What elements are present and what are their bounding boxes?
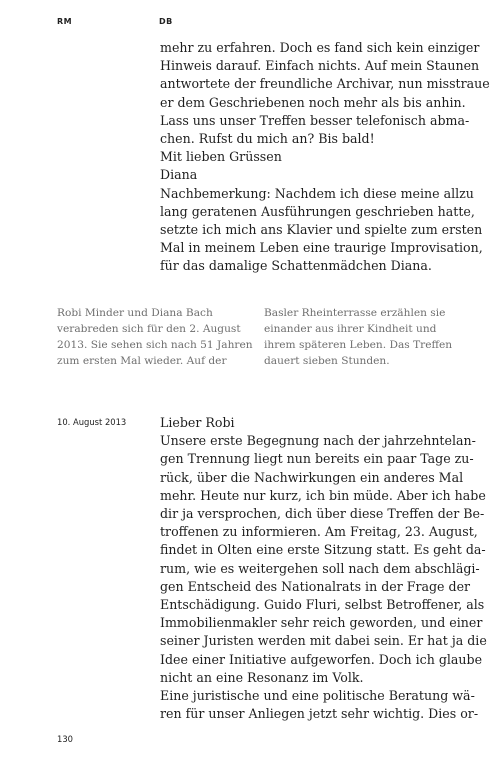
letter-text-continued xyxy=(160,39,490,276)
text-line: Mit lieben Grüssen xyxy=(160,149,282,165)
caption-line: dauert sieben Stunden. xyxy=(264,355,390,367)
text-line: Unsere erste Begegnung nach der jahrzehntelan- xyxy=(160,433,476,449)
caption-line: verabreden sich für den 2. August xyxy=(57,323,241,335)
text-line: Entschädigung. Guido Fluri, selbst Betroffener, als xyxy=(160,597,485,613)
text-line: troffenen zu informieren. Am Freitag, 23. August, xyxy=(160,524,478,540)
text-line: Mal in meinem Leben eine traurige Improvisation, xyxy=(160,240,483,256)
text-line: Eine juristische und eine politische Beratung wä- xyxy=(160,688,475,704)
text-line: rum, wie es weitergehen soll nach dem abschlägi- xyxy=(160,560,480,576)
caption-line: 2013. Sie sehen sich nach 51 Jahren xyxy=(57,339,253,351)
text-line: für das damalige Schattenmädchen Diana. xyxy=(160,258,432,274)
running-header-left: RM xyxy=(57,17,73,26)
text-line: lang geratenen Ausführungen geschrieben hatte, xyxy=(160,203,475,219)
text-line: mehr zu erfahren. Doch es fand sich kein einziger xyxy=(160,40,480,55)
text-line: gen Trennung liegt nun bereits ein paar Tage zu- xyxy=(160,451,474,467)
caption-line: einander aus ihrer Kindheit und xyxy=(264,323,437,335)
text-line: Idee einer Initiative aufgeworfen. Doch ich glaube xyxy=(160,651,483,667)
text-line: findet in Olten eine erste Sitzung statt. Es geht da- xyxy=(160,542,486,558)
text-line: antwortete der freundliche Archivar, nun misstraue xyxy=(160,76,490,92)
caption-line: ihrem späteren Leben. Das Treffen xyxy=(264,339,453,351)
text-line: ren für unser Anliegen jetzt sehr wichtig. Dies or- xyxy=(160,706,479,722)
text-line: dir ja versprochen, dich über diese Treffen der Be- xyxy=(160,506,485,522)
text-line: gen Entscheid des Nationalrats in der Frage der xyxy=(160,578,471,594)
caption-left-column xyxy=(57,305,252,369)
caption-line: Robi Minder und Diana Bach xyxy=(57,307,213,319)
text-line: Hinweis darauf. Einfach nichts. Auf mein Staunen xyxy=(160,58,480,74)
running-header-right: DB xyxy=(159,17,173,26)
text-line: Lass uns unser Treffen besser telefonisch abma- xyxy=(160,112,470,128)
text-line: seiner Juristen werden mit dabei sein. Er hat ja die xyxy=(160,633,487,649)
text-line: Lieber Robi xyxy=(160,415,235,430)
letter-text-new xyxy=(160,414,487,723)
text-line: er dem Geschriebenen noch mehr als bis anhin. xyxy=(160,94,466,110)
text-line: Nachbemerkung: Nachdem ich diese meine allzu xyxy=(160,185,474,201)
caption-line: zum ersten Mal wieder. Auf der xyxy=(57,355,227,367)
text-line: chen. Rufst du mich an? Bis bald! xyxy=(160,131,375,147)
text-line: Diana xyxy=(160,167,198,183)
text-line: rück, über die Nachwirkungen ein anderes Mal xyxy=(160,469,464,485)
caption-right-column xyxy=(264,305,459,369)
text-line: mehr. Heute nur kurz, ich bin müde. Aber ich habe xyxy=(160,487,486,503)
letter-date: 10. August 2013 xyxy=(57,417,127,427)
text-line: Immobilienmakler sehr reich geworden, und einer xyxy=(160,615,483,631)
text-line: setzte ich mich ans Klavier und spielte zum ersten xyxy=(160,222,483,238)
page-number: 130 xyxy=(57,734,73,744)
caption-line: Basler Rheinterrasse erzählen sie xyxy=(264,307,446,319)
text-line: nicht an eine Resonanz im Volk. xyxy=(160,669,364,685)
